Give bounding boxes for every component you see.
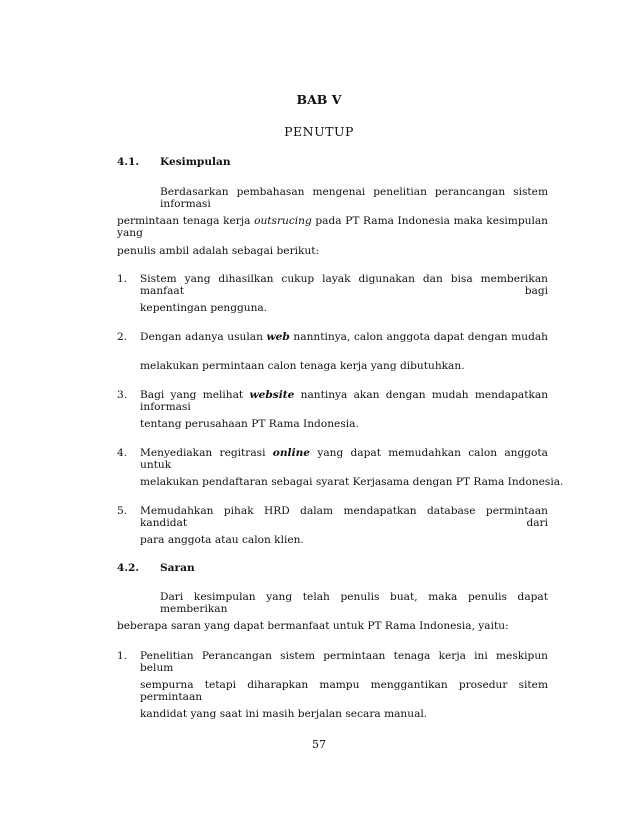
list-item-line: Bagi yang melihat website nantinya akan dengan mudah mendapatkan informasi	[140, 389, 549, 413]
list-item-line: Penelitian Perancangan sistem permintaan tenaga kerja ini meskipun belum	[140, 650, 548, 674]
list-item-line: sempurna tetapi diharapkan mampu menggantikan prosedur sitem permintaan	[140, 679, 548, 703]
list-item-line: kepentingan pengguna.	[140, 302, 268, 314]
list-number: 2.	[117, 331, 128, 343]
list-item-line: Menyediakan regitrasi online yang dapat memudahkan calon anggota untuk	[140, 447, 548, 471]
list-number: 1.	[117, 650, 128, 662]
paragraph-line: permintaan tenaga kerja outsrucing pada PT Rama Indonesia maka kesimpulan yang	[117, 215, 548, 239]
paragraph-line: Berdasarkan pembahasan mengenai penelitian perancangan sistem informasi	[160, 186, 548, 210]
page-number: 57	[312, 738, 326, 751]
list-item-line: tentang perusahaan PT Rama Indonesia.	[140, 418, 359, 430]
paragraph-line: beberapa saran yang dapat bermanfaat untuk PT Rama Indonesia, yaitu:	[117, 620, 509, 632]
list-number: 1.	[117, 273, 128, 285]
list-number: 5.	[117, 505, 128, 517]
section-number: 4.1.	[117, 156, 140, 168]
list-number: 3.	[117, 389, 128, 401]
list-item-line: Sistem yang dihasilkan cukup layak digunakan dan bisa memberikan manfaat bagi	[140, 273, 548, 297]
chapter-title: BAB V	[296, 92, 342, 107]
list-item-line: kandidat yang saat ini masih berjalan secara manual.	[140, 708, 428, 720]
list-item-line: Memudahkan pihak HRD dalam mendapatkan database permintaan kandidat dari	[140, 505, 548, 529]
list-number: 4.	[117, 447, 128, 459]
list-item-line: melakukan pendaftaran sebagai syarat Kerjasama dengan PT Rama Indonesia.	[140, 476, 564, 488]
list-item-line: Dengan adanya usulan web nanntinya, calon anggota dapat dengan mudah	[140, 331, 548, 343]
list-item-line: para anggota atau calon klien.	[140, 534, 304, 546]
section-title: Kesimpulan	[160, 156, 231, 168]
paragraph-line: Dari kesimpulan yang telah penulis buat, maka penulis dapat memberikan	[160, 591, 548, 615]
chapter-subtitle: PENUTUP	[284, 124, 354, 139]
section-title: Saran	[160, 562, 195, 574]
section-number: 4.2.	[117, 562, 140, 574]
list-item-line: melakukan permintaan calon tenaga kerja yang dibutuhkan.	[140, 360, 465, 372]
paragraph-line: penulis ambil adalah sebagai berikut:	[117, 245, 320, 257]
